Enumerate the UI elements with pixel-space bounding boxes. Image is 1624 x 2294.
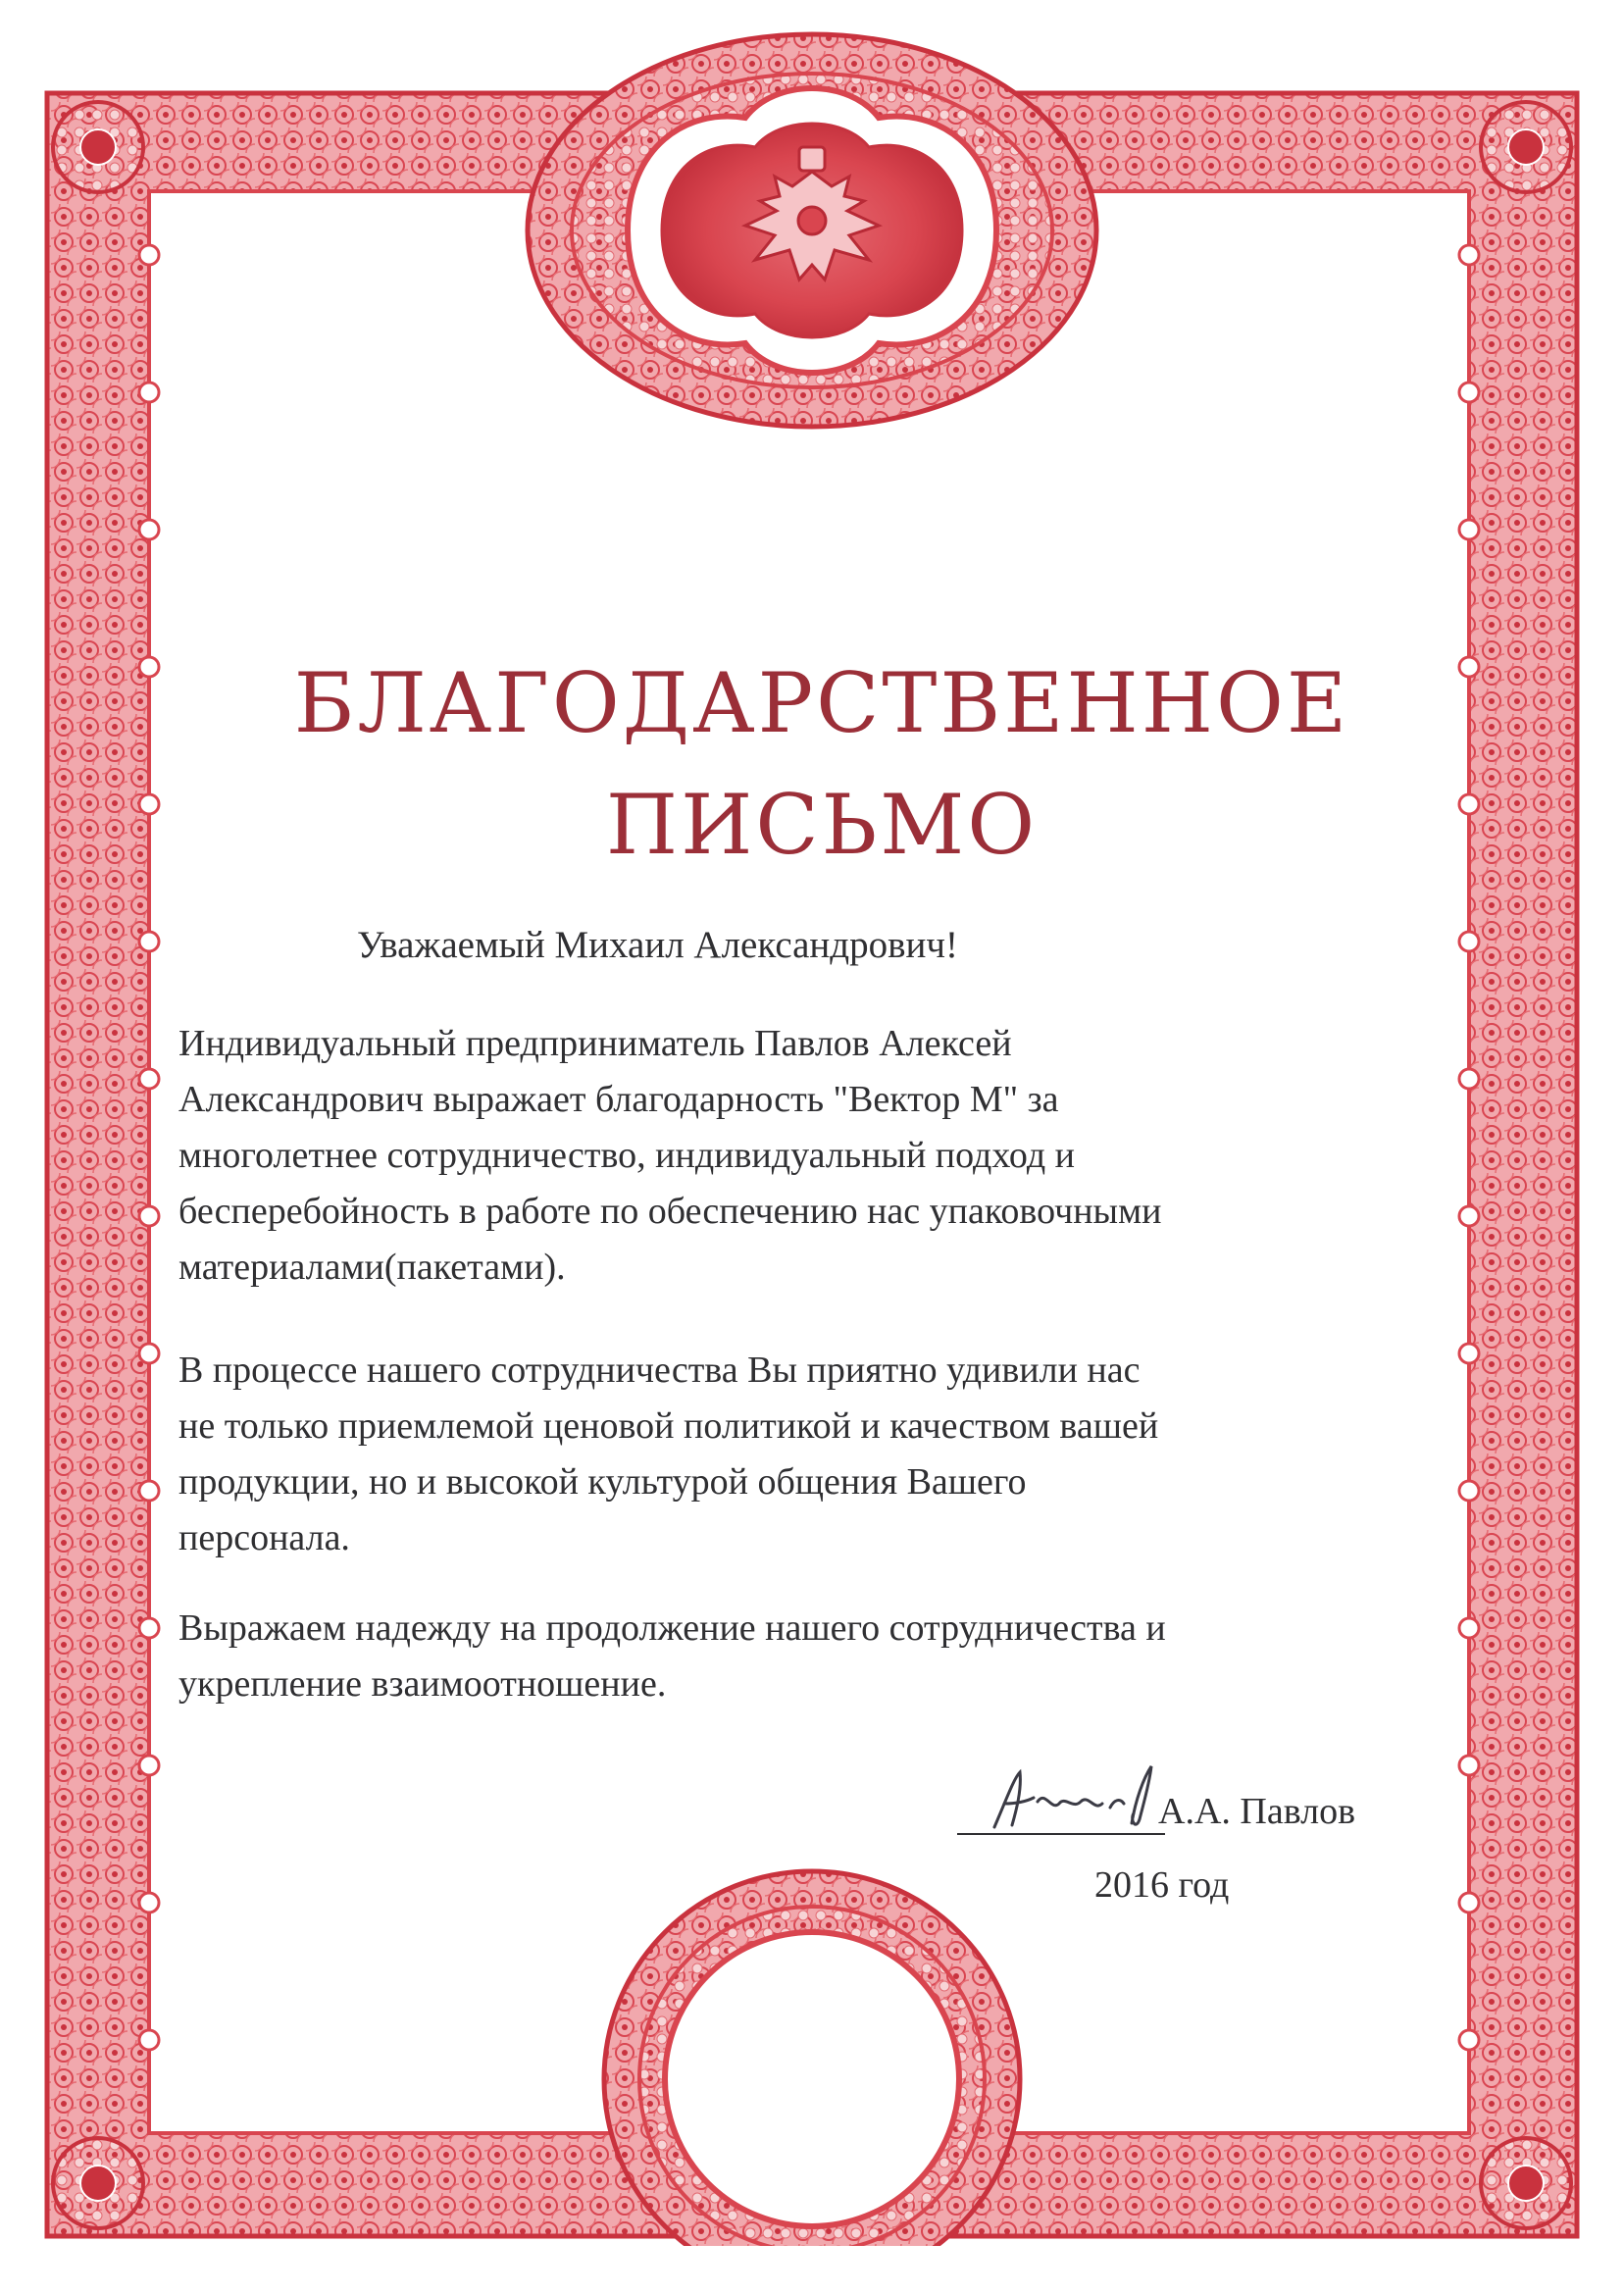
signer-name: А.А. Павлов [1158, 1791, 1356, 1832]
document-year: 2016 год [1094, 1864, 1230, 1906]
text-line: В процессе нашего сотрудничества Вы приятно удивили нас [178, 1350, 1141, 1391]
text-line: многолетнее сотрудничество, индивидуальный подход и [178, 1135, 1076, 1176]
paragraph-hope [178, 1601, 1166, 1712]
text-line: продукции, но и высокой культурой общения Вашего [178, 1461, 1027, 1503]
text-line: материалами(пакетами). [178, 1247, 566, 1288]
text-line: Индивидуальный предприниматель Павлов Алексей [178, 1023, 1012, 1064]
text-line: бесперебойность в работе по обеспечению нас упаковочными [178, 1191, 1162, 1232]
text-line: Александрович выражает благодарность "Вектор М" за [178, 1079, 1059, 1120]
handwritten-signature [987, 1760, 1173, 1839]
text-line: Выражаем надежду на продолжение нашего сотрудничества и [178, 1607, 1166, 1649]
paragraph-cooperation [178, 1343, 1158, 1566]
salutation: Уважаемый Михаил Александрович! [357, 924, 959, 966]
text-line: не только приемлемой ценовой политикой и качеством вашей [178, 1405, 1159, 1447]
text-line: укрепление взаимоотношение. [178, 1663, 667, 1705]
seal-frame [604, 1871, 1020, 2287]
title-line-2: ПИСЬМО [605, 777, 1039, 873]
signature-block [957, 1751, 1408, 1849]
title-line-1: БЛАГОДАРСТВЕННОЕ [293, 655, 1350, 751]
signature-line [957, 1833, 1165, 1835]
text-line: персонала. [178, 1517, 350, 1558]
paragraph-gratitude [178, 1016, 1161, 1296]
